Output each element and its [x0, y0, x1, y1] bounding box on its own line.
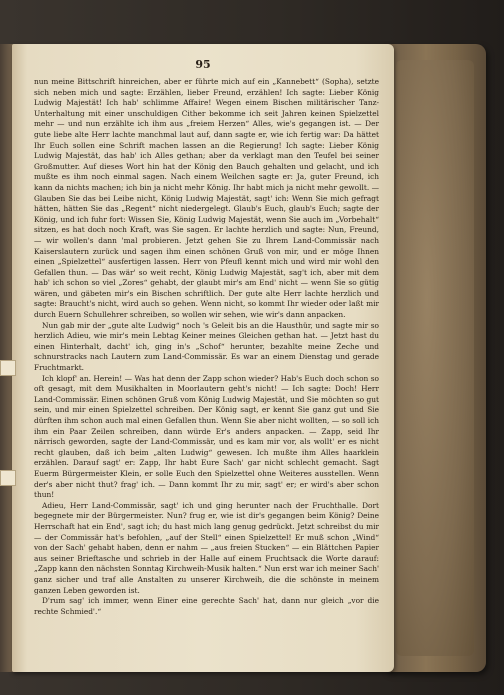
- book-page: [12, 44, 394, 672]
- paragraph-4: Adieu, Herr Land-Commissär, sagt' ich und ging herunter nach der Fruchthalle. Dort begegnete mir der Bürgermeister. Nun? frug er, wie ist dir's gegangen beim König? Deine Herrschaft hat ein End', sagt ich; du hast mich lang genug gedrückt. Jetzt schreibst du mir — der Commissär hat's befohlen, „auf der Stell“ einen Spielzettel! Er muß schon „Wind“ von der Sach' gehabt haben, denn er nahm — „aus freien Stucken“ — ein Blättchen Papier aus seiner Brieftasche und schrieb in der Halle auf einem Fruchtsack die Worte darauf: „Zapp kann den nächsten Sonntag Kirchweih-Musik halten.“ Nun erst war ich meiner Sach' ganz sicher und traf alle Anstalten zu unserer Kirchweih, die die schönste in meinem ganzen Leben geworden ist.: [34, 500, 379, 595]
- page-number: 95: [195, 58, 211, 71]
- paragraph-2: Nun gab mir der „gute alte Ludwig“ noch 's Geleit bis an die Hausthür, und sagte mir so herzlich Adieu, wie mir's mein Lebtag Keiner meines Gleichen gethan hat. — Jetzt hast du einen Hinterhalt, dacht' ich, ging in's „Schof“ herunter, bezahlte meine Zeche und schnurstracks nach Lautern zum Land-Commissär. Es war an einem Dienstag und gerade Fruchtmarkt.: [34, 320, 379, 373]
- paragraph-1: nun meine Bittschrift hinreichen, aber er führte mich auf ein „Kannebett“ (Sopha), setzte sich neben mich und sagte: Erzählen, lieber Freund, erzählen! Ich sagte: Lieber König Ludwig Majestät! Ich hab' schlimme Affaire! Wegen einem Bischen militärischer Tanz-Unterhaltung mit einer unschuldigen Cither bekomme ich seit Jahren keinen Spielzettel mehr — und nun erzählte ich ihm aus „freiem Herzen“ Alles, wie's gegangen ist. — Der gute liebe alte Herr lachte manchmal laut auf, dann sagte er, wie ich fertig war: Da hättet Ihr Euch sollen eine Schrift machen lassen an die Regierung! Ich sagte: Lieber König Ludwig Majestät, das hab' ich Alles gethan; aber da verklagt man den Teufel bei seiner Großmutter. Auf dieses Wort hin hat der König den Bauch gehalten und gelacht, und ich mußte es ihm noch einmal sagen. Nach einem Weilchen sagte er: Ja, guter Freund, ich kann da nichts machen; ich bin ja nicht mehr König. Ihr habt mich ja nicht mehr gewollt. — Glauben Sie das bei Leibe nicht, König Ludwig Majestät, sagt' ich: Wenn Sie mich gefragt hätten, hätten Sie das „Regent“ nicht niedergelegt. Glaub's Euch, glaub's Euch; sagte der König, und ich fuhr fort: Wissen Sie, König Ludwig Majestät, wenn Sie auch im „Vorbehalt“ sitzen, es hat doch noch Kraft, was Sie sagen. Er lachte herzlich und sagte: Nun, Freund, — wir wollen's dann 'mal probieren. Jetzt gehen Sie zu Ihrem Land-Commissär nach Kaiserslautern zurück und sagen ihm einen schönen Gruß von mir, und er möge Ihnen einen „Spielzettel“ ausfertigen lassen. Herr von Pfeufl kennt mich und wird mir wohl den Gefallen thun. — Das wär' so weit recht, König Ludwig Majestät, sag't ich, aber mit dem hab' ich schon so viel „Zores“ gehabt, der glaubt mir's am End' nicht — wenn Sie so gütig wären, und gäbeten mir's ein Bischen schriftlich. Der gute alte Herr lachte herzlich und sagte: Braucht's nicht, wird auch so gehen. Wenn nicht, so kommt Ihr wieder oder laßt mir durch Euern Schullehrer schreiben, so wollen wir sehen, wie wir's dann anpacken.: [34, 77, 379, 320]
- paragraph-3: Ich klopf' an. Herein! — Was hat denn der Zapp schon wieder? Hab's Euch doch schon so oft gesagt, mit dem Musikhalten in Moorlautern geht's nicht! — Ich sagte: Doch! Herr Land-Commissär. Einen schönen Gruß vom König Ludwig Majestät, und Sie möchten so gut sein, und mir einen Spielzettel schreiben. Der König sagt, er kennt Sie ganz gut und Sie dürften ihm schon auch mal einen Gefallen thun. Wenn Sie aber nicht wollten, — so soll ich ihm ein Paar Zeilen schreiben, dann würde Er's anders anpacken. — Zapp, seid Ihr närrisch geworden, sagte der Land-Commissär, und es kam mir vor, als wollt' er es nicht recht glauben, daß ich beim „alten Ludwig“ gewesen. Ich mußte ihm Alles haarklein erzählen. Darauf sagt' er: Zapp, Ihr habt Eure Sach' gar nicht schlecht gemacht. Sagt Euerm Bürgermeister Klein, er solle Euch den Spielzettel ohne Weiteres ausstellen. Wenn der's aber nicht thut? frag' ich. — Dann kommt Ihr zu mir, sagt' er; er wird's aber schon thun!: [34, 373, 379, 500]
- page-tab-marker: [0, 470, 16, 486]
- page-tab-marker: [0, 360, 16, 376]
- paragraph-5: D'rum sag' ich immer, wenn Einer eine gerechte Sach' hat, dann nur gleich „vor die rechte Schmied'.“: [34, 596, 379, 616]
- book-cover-texture: [396, 60, 474, 656]
- page-text: [34, 77, 379, 627]
